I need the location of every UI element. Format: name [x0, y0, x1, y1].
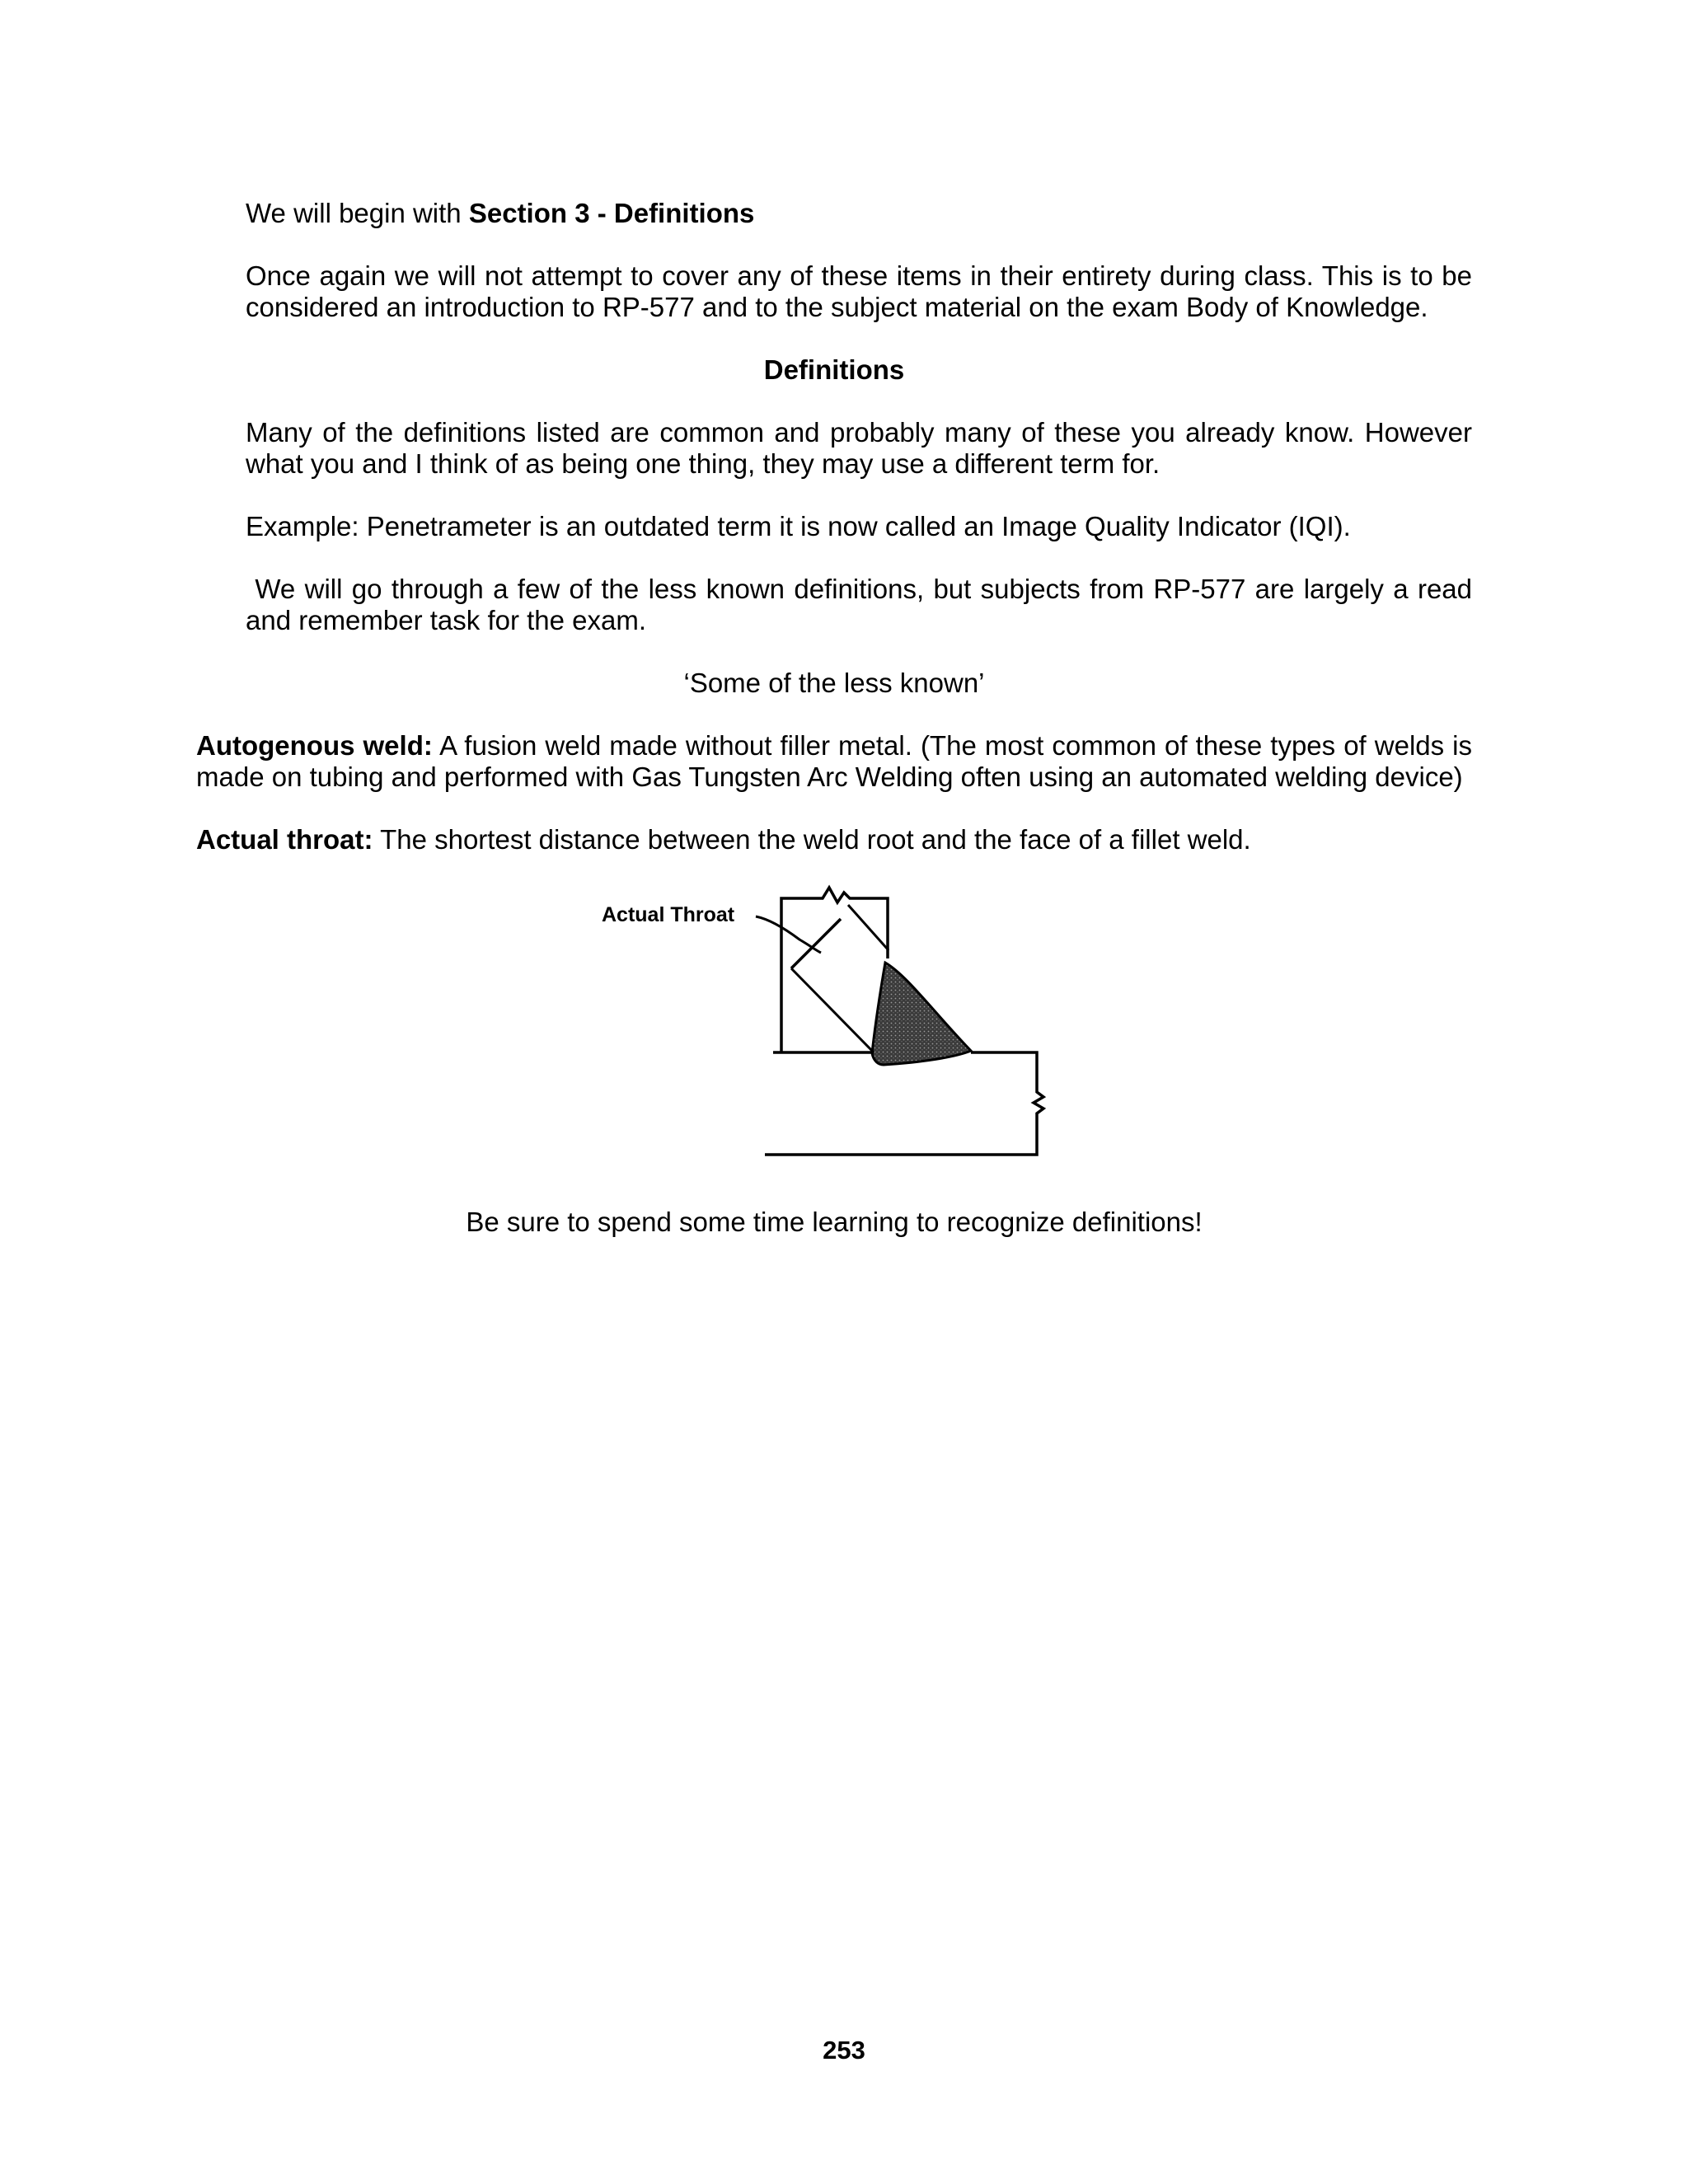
definition-text: The shortest distance between the weld root and the face of a fillet weld. — [373, 824, 1251, 855]
example-paragraph: Example: Penetrameter is an outdated term it is now called an Image Quality Indicator (IQI). — [246, 511, 1351, 541]
intro-section-title: Section 3 - Definitions — [468, 198, 755, 228]
definition-actual-throat — [196, 824, 1472, 855]
definition-term: Actual throat: — [196, 824, 373, 855]
vertical-plate — [781, 888, 888, 1052]
page-number: 253 — [823, 2036, 865, 2064]
definition-text: A fusion weld made without filler metal. (The most common of these types of welds is made on tubing and performed with Gas Tungsten Arc Welding often using an automated welding device) — [196, 730, 1473, 792]
throat-tick — [791, 919, 841, 968]
closing-note: Be sure to spend some time learning to recognize definitions! — [466, 1207, 1203, 1237]
actual-throat-diagram — [593, 878, 1088, 1179]
throat-extension-upper — [848, 905, 889, 950]
common-definitions-paragraph: Many of the definitions listed are common and probably many of these you already know. However what you and I think of as being one thing, they may use a different term for. — [246, 417, 1472, 479]
base-plate — [765, 1052, 1043, 1155]
definition-term: Autogenous weld: — [196, 730, 433, 761]
fillet-weld — [872, 963, 971, 1065]
throat-dimension-line — [791, 968, 874, 1052]
definition-autogenous-weld — [196, 730, 1472, 793]
intro-line — [246, 198, 1472, 229]
intro-lead: We will begin with — [246, 198, 469, 228]
less-known-subheading: ‘Some of the less known’ — [683, 668, 985, 698]
definitions-heading: Definitions — [763, 354, 905, 385]
actual-throat-label: Actual Throat — [602, 903, 735, 926]
intro-paragraph: Once again we will not attempt to cover any of these items in their entirety during class. This is to be considered an introduction to RP-577 and to the subject material on the exam Body of Knowledge. — [246, 260, 1472, 322]
goal-paragraph: We will go through a few of the less known definitions, but subjects from RP-577 are largely a read and remember task for the exam. — [246, 574, 1480, 635]
